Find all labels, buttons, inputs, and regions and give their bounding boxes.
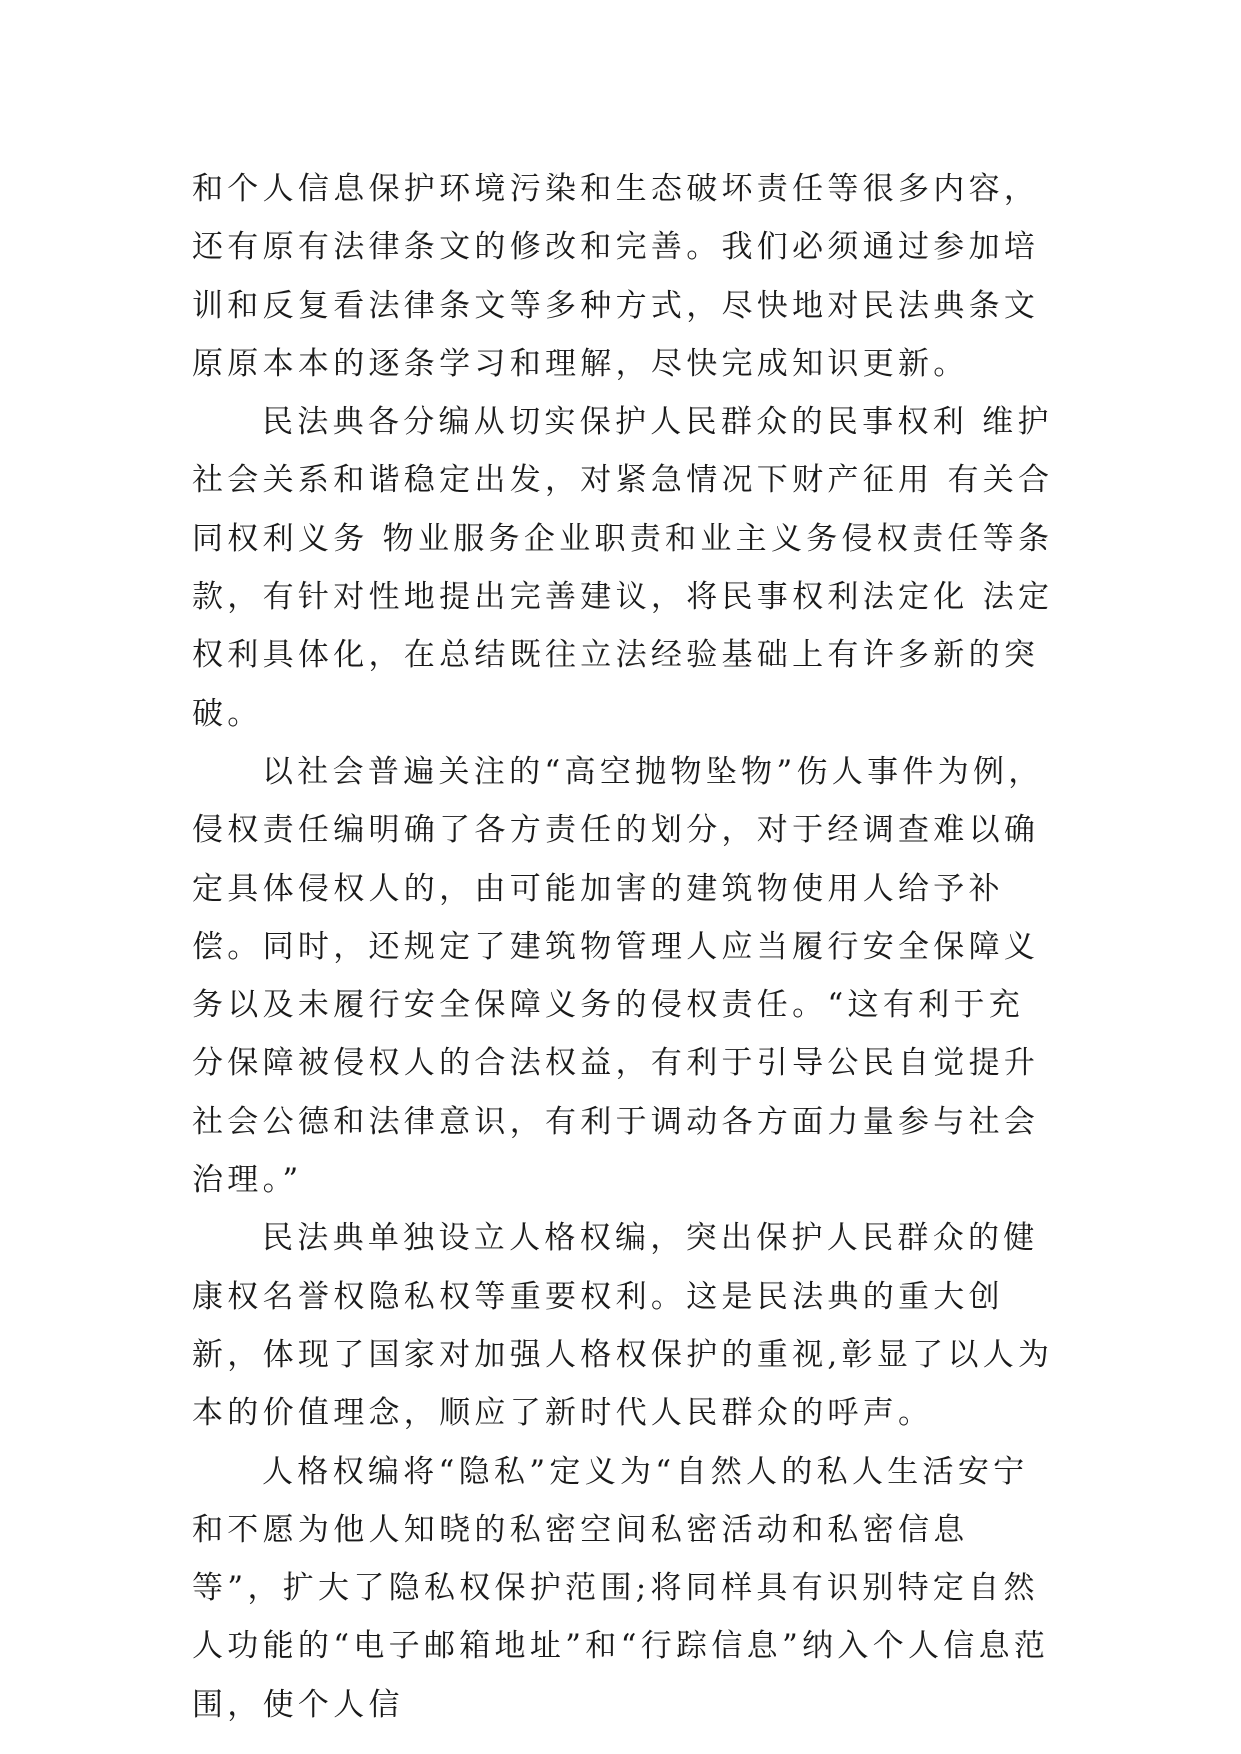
paragraph-1: 和个人信息保护环境污染和生态破坏责任等很多内容，还有原有法律条文的修改和完善。我们必须通过参加培训和反复看法律条文等多种方式，尽快地对民法典条文原原本本的逐条学习和理解，尽快完成知识更新。 <box>192 171 1040 382</box>
paragraph-4: 民法典单独设立人格权编，突出保护人民群众的健康权名誉权隐私权等重要权利。这是民法典的重大创新，体现了国家对加强人格权保护的重视,彰显了以人为本的价值理念，顺应了新时代人民群众的呼声。 <box>192 1220 1054 1432</box>
document-body <box>192 160 1054 1734</box>
paragraph-2: 民法典各分编从切实保护人民群众的民事权利 维护社会关系和谐稳定出发，对紧急情况下财产征用 有关合同权利义务 物业服务企业职责和业主义务侵权责任等条款，有针对性地提出完善建议，将民事权利法定化 法定权利具体化，在总结既往立法经验基础上有许多新的突破。 <box>192 404 1054 732</box>
paragraph-5: 人格权编将“隐私”定义为“自然人的私人生活安宁和不愿为他人知晓的私密空间私密活动和私密信息等”，扩大了隐私权保护范围;将同样具有识别特定自然人功能的“电子邮箱地址”和“行踪信息”纳入个人信息范围，使个人信 <box>192 1453 1050 1723</box>
paragraph-3: 以社会普遍关注的“高空抛物坠物”伤人事件为例，侵权责任编明确了各方责任的划分，对于经调查难以确定具体侵权人的，由可能加害的建筑物使用人给予补偿。同时，还规定了建筑物管理人应当履行安全保障义务以及未履行安全保障义务的侵权责任。“这有利于充分保障被侵权人的合法权益，有利于引导公民自觉提升社会公德和法律意识，有利于调动各方面力量参与社会治理。” <box>192 753 1044 1199</box>
